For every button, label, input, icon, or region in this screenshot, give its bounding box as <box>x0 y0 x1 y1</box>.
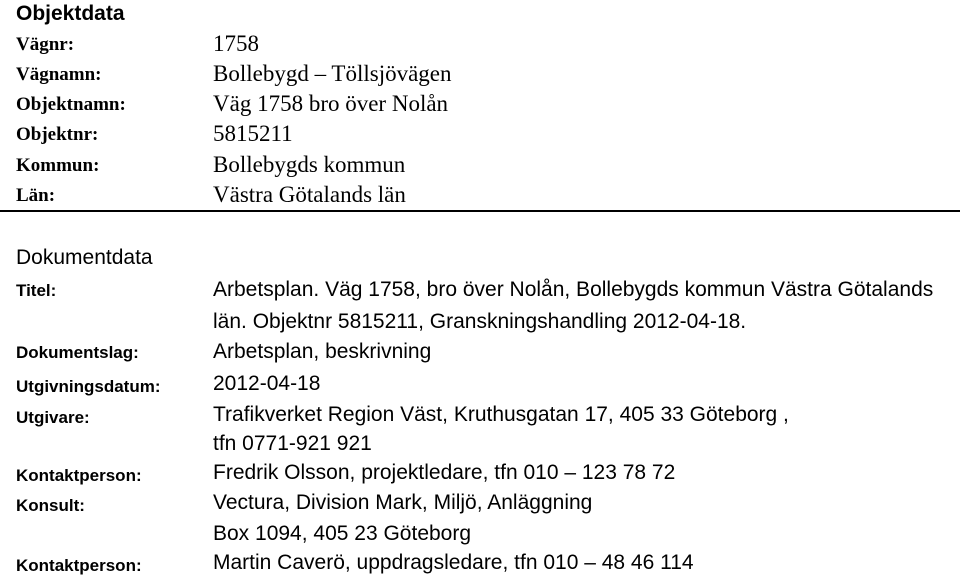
konsult-label: Konsult: <box>16 496 85 515</box>
objektnr-label: Objektnr: <box>16 124 99 145</box>
titel-value: Arbetsplan. Väg 1758, bro över Nolån, Bollebygds kommun Västra Götalands län. Objektnr 5815211, Granskningshandling 2012-04-18. <box>213 278 934 333</box>
kontaktperson-label: Kontaktperson: <box>16 466 142 485</box>
utgivare-label: Utgivare: <box>16 408 90 427</box>
kontaktperson-konsult-label: Kontaktperson: <box>16 556 142 575</box>
vagnr-label: Vägnr: <box>16 34 75 55</box>
kommun-value: Bollebygds kommun <box>213 152 406 177</box>
section-divider <box>0 210 960 212</box>
konsult-value-line2: Box 1094, 405 23 Göteborg <box>213 522 472 545</box>
objektdata-heading: Objektdata <box>16 2 125 25</box>
kommun-label: Kommun: <box>16 155 100 176</box>
vagnamn-value: Bollebygd – Töllsjövägen <box>213 61 452 86</box>
lan-value: Västra Götalands län <box>213 182 406 207</box>
vagnamn-label: Vägnamn: <box>16 64 102 85</box>
utgivningsdatum-label: Utgivningsdatum: <box>16 377 161 396</box>
objektnamn-label: Objektnamn: <box>16 94 126 115</box>
kontaktperson-konsult-value: Martin Caverö, uppdragsledare, tfn 010 – 48 46 114 <box>213 551 694 574</box>
vagnr-value: 1758 <box>213 31 259 56</box>
konsult-value-line1: Vectura, Division Mark, Miljö, Anläggning <box>213 491 593 514</box>
objektnr-value: 5815211 <box>213 121 293 146</box>
utgivare-value-line1: Trafikverket Region Väst, Kruthusgatan 17, 405 33 Göteborg , <box>213 403 789 426</box>
lan-label: Län: <box>16 185 56 206</box>
utgivare-value-line2: tfn 0771-921 921 <box>213 432 372 455</box>
dokumentslag-value: Arbetsplan, beskrivning <box>213 340 432 363</box>
titel-label: Titel: <box>16 281 57 300</box>
utgivningsdatum-value: 2012-04-18 <box>213 372 321 395</box>
objektnamn-value: Väg 1758 bro över Nolån <box>213 91 449 116</box>
kontaktperson-value: Fredrik Olsson, projektledare, tfn 010 – 123 78 72 <box>213 461 676 484</box>
dokumentslag-label: Dokumentslag: <box>16 343 139 362</box>
dokumentdata-heading: Dokumentdata <box>16 246 153 269</box>
